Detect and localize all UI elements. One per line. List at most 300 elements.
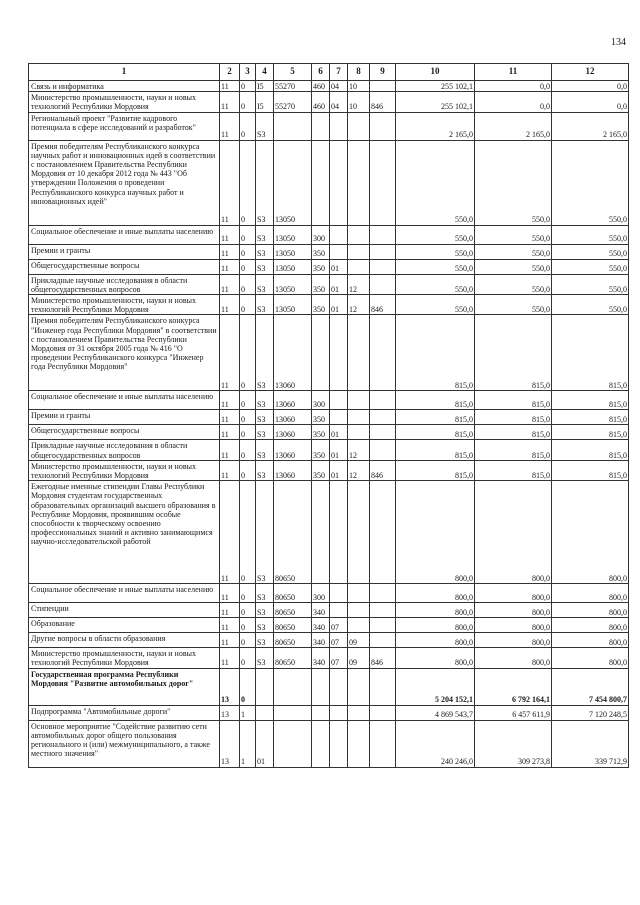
table-row — [29, 440, 629, 460]
table-header-row — [29, 64, 629, 81]
table-row — [29, 603, 629, 618]
direction-cell: S3 — [256, 315, 274, 391]
direction-cell: S3 — [256, 244, 274, 259]
expense-code-cell — [274, 720, 312, 767]
row-name-cell: Премия победителям Республиканского конкурса научных работ и инновационных идей в соответствии с постановлением Правительства Республики Мордовия от 10 декабря 2012 года № 443 "Об утверждении Положения о проведении Республиканского конкурса научных работ и инновационных идей" — [29, 140, 220, 225]
subprogram-cell: 0 — [240, 244, 256, 259]
ministry-code-cell — [370, 315, 396, 391]
direction-cell: S3 — [256, 274, 274, 294]
program-cell: 13 — [220, 720, 240, 767]
subsection-cell — [348, 391, 370, 410]
program-cell: 11 — [220, 140, 240, 225]
value-year1-cell: 815,0 — [396, 460, 475, 480]
subprogram-cell: 0 — [240, 668, 256, 705]
ministry-code-cell — [370, 259, 396, 274]
ministry-code-cell — [370, 584, 396, 603]
direction-cell — [256, 668, 274, 705]
subsection-cell — [348, 705, 370, 720]
row-name-cell: Социальное обеспечение и иные выплаты населению — [29, 391, 220, 410]
expense-type-cell — [312, 481, 330, 584]
subprogram-cell: 0 — [240, 410, 256, 425]
expense-type-cell: 350 — [312, 460, 330, 480]
table-row — [29, 112, 629, 140]
ministry-code-cell — [370, 81, 396, 92]
subprogram-cell: 0 — [240, 295, 256, 315]
table-row — [29, 481, 629, 584]
expense-code-cell: 55270 — [274, 92, 312, 112]
expense-type-cell: 350 — [312, 425, 330, 440]
row-name-cell: Социальное обеспечение и иные выплаты населению — [29, 225, 220, 244]
program-cell: 11 — [220, 274, 240, 294]
direction-cell: S3 — [256, 584, 274, 603]
header-cell: 1 — [29, 64, 220, 81]
value-year2-cell: 800,0 — [475, 481, 552, 584]
program-cell: 13 — [220, 668, 240, 705]
subprogram-cell: 0 — [240, 274, 256, 294]
section-cell: 01 — [330, 274, 348, 294]
expense-code-cell: 80650 — [274, 648, 312, 668]
program-cell: 11 — [220, 633, 240, 648]
page-number: 134 — [611, 37, 626, 48]
section-cell — [330, 140, 348, 225]
expense-code-cell: 13050 — [274, 295, 312, 315]
value-year2-cell: 550,0 — [475, 244, 552, 259]
direction-cell: I5 — [256, 92, 274, 112]
program-cell: 13 — [220, 705, 240, 720]
value-year1-cell: 800,0 — [396, 648, 475, 668]
header-cell: 10 — [396, 64, 475, 81]
expense-code-cell: 80650 — [274, 481, 312, 584]
expense-code-cell: 13060 — [274, 391, 312, 410]
value-year1-cell: 550,0 — [396, 259, 475, 274]
section-cell: 01 — [330, 460, 348, 480]
value-year3-cell: 815,0 — [552, 391, 629, 410]
value-year1-cell: 5 204 152,1 — [396, 668, 475, 705]
expense-type-cell: 350 — [312, 410, 330, 425]
expense-type-cell: 350 — [312, 274, 330, 294]
row-name-cell: Другие вопросы в области образования — [29, 633, 220, 648]
expense-code-cell: 13050 — [274, 259, 312, 274]
subprogram-cell: 0 — [240, 259, 256, 274]
expense-type-cell — [312, 112, 330, 140]
table-row — [29, 720, 629, 767]
value-year3-cell: 800,0 — [552, 618, 629, 633]
ministry-code-cell — [370, 274, 396, 294]
row-name-cell: Общегосударственные вопросы — [29, 259, 220, 274]
expense-type-cell: 350 — [312, 440, 330, 460]
section-cell — [330, 112, 348, 140]
ministry-code-cell: 846 — [370, 648, 396, 668]
subsection-cell — [348, 244, 370, 259]
subprogram-cell: 0 — [240, 481, 256, 584]
ministry-code-cell — [370, 225, 396, 244]
direction-cell: S3 — [256, 440, 274, 460]
value-year3-cell: 800,0 — [552, 633, 629, 648]
expense-code-cell: 13050 — [274, 274, 312, 294]
value-year2-cell: 309 273,8 — [475, 720, 552, 767]
value-year2-cell: 815,0 — [475, 410, 552, 425]
ministry-code-cell — [370, 112, 396, 140]
table-row — [29, 81, 629, 92]
budget-table — [28, 63, 629, 768]
value-year1-cell: 815,0 — [396, 425, 475, 440]
program-cell: 11 — [220, 425, 240, 440]
direction-cell: S3 — [256, 603, 274, 618]
value-year2-cell: 800,0 — [475, 633, 552, 648]
table-row — [29, 225, 629, 244]
subprogram-cell: 0 — [240, 140, 256, 225]
expense-code-cell: 13060 — [274, 460, 312, 480]
direction-cell: S3 — [256, 259, 274, 274]
table-row — [29, 425, 629, 440]
expense-type-cell — [312, 668, 330, 705]
value-year3-cell: 550,0 — [552, 274, 629, 294]
section-cell: 01 — [330, 425, 348, 440]
header-cell: 3 — [240, 64, 256, 81]
section-cell: 01 — [330, 295, 348, 315]
section-cell: 04 — [330, 92, 348, 112]
direction-cell: S3 — [256, 225, 274, 244]
expense-type-cell: 340 — [312, 618, 330, 633]
subsection-cell — [348, 225, 370, 244]
expense-type-cell — [312, 705, 330, 720]
expense-type-cell: 350 — [312, 244, 330, 259]
expense-type-cell: 460 — [312, 92, 330, 112]
value-year1-cell: 4 869 543,7 — [396, 705, 475, 720]
subsection-cell — [348, 259, 370, 274]
row-name-cell: Социальное обеспечение и иные выплаты населению — [29, 584, 220, 603]
program-cell: 11 — [220, 648, 240, 668]
expense-code-cell: 13050 — [274, 244, 312, 259]
row-name-cell: Министерство промышленности, науки и новых технологий Республики Мордовия — [29, 648, 220, 668]
ministry-code-cell: 846 — [370, 295, 396, 315]
subprogram-cell: 0 — [240, 584, 256, 603]
program-cell: 11 — [220, 225, 240, 244]
ministry-code-cell — [370, 720, 396, 767]
ministry-code-cell — [370, 140, 396, 225]
subsection-cell — [348, 315, 370, 391]
table-row — [29, 633, 629, 648]
direction-cell: 01 — [256, 720, 274, 767]
subsection-cell: 12 — [348, 460, 370, 480]
value-year3-cell: 800,0 — [552, 481, 629, 584]
expense-code-cell: 13060 — [274, 425, 312, 440]
value-year1-cell: 255 102,1 — [396, 92, 475, 112]
table-row — [29, 295, 629, 315]
table-row — [29, 274, 629, 294]
subprogram-cell: 0 — [240, 648, 256, 668]
program-cell: 11 — [220, 259, 240, 274]
section-cell: 04 — [330, 81, 348, 92]
ministry-code-cell — [370, 618, 396, 633]
ministry-code-cell — [370, 603, 396, 618]
direction-cell: S3 — [256, 633, 274, 648]
ministry-code-cell: 846 — [370, 92, 396, 112]
row-name-cell: Подпрограмма "Автомобильные дороги" — [29, 705, 220, 720]
direction-cell: S3 — [256, 481, 274, 584]
value-year2-cell: 550,0 — [475, 259, 552, 274]
expense-code-cell: 80650 — [274, 603, 312, 618]
row-name-cell: Государственная программа Республики Мордовия "Развитие автомобильных дорог" — [29, 668, 220, 705]
value-year1-cell: 800,0 — [396, 584, 475, 603]
value-year3-cell: 550,0 — [552, 225, 629, 244]
subprogram-cell: 1 — [240, 705, 256, 720]
section-cell — [330, 584, 348, 603]
expense-type-cell: 340 — [312, 603, 330, 618]
value-year2-cell: 800,0 — [475, 603, 552, 618]
section-cell — [330, 391, 348, 410]
subprogram-cell: 0 — [240, 618, 256, 633]
program-cell: 11 — [220, 440, 240, 460]
value-year3-cell: 0,0 — [552, 92, 629, 112]
value-year3-cell: 0,0 — [552, 81, 629, 92]
value-year1-cell: 550,0 — [396, 140, 475, 225]
value-year1-cell: 815,0 — [396, 410, 475, 425]
value-year3-cell: 550,0 — [552, 259, 629, 274]
expense-type-cell — [312, 140, 330, 225]
ministry-code-cell — [370, 410, 396, 425]
section-cell — [330, 410, 348, 425]
table-row — [29, 648, 629, 668]
section-cell — [330, 315, 348, 391]
value-year2-cell: 550,0 — [475, 295, 552, 315]
program-cell: 11 — [220, 481, 240, 584]
direction-cell: S3 — [256, 391, 274, 410]
table-row — [29, 259, 629, 274]
subsection-cell — [348, 425, 370, 440]
expense-code-cell — [274, 668, 312, 705]
direction-cell — [256, 705, 274, 720]
row-name-cell: Министерство промышленности, науки и новых технологий Республики Мордовия — [29, 460, 220, 480]
expense-code-cell: 80650 — [274, 584, 312, 603]
value-year3-cell: 815,0 — [552, 410, 629, 425]
direction-cell: S3 — [256, 295, 274, 315]
subsection-cell: 09 — [348, 633, 370, 648]
subsection-cell — [348, 112, 370, 140]
subsection-cell — [348, 481, 370, 584]
expense-type-cell: 300 — [312, 225, 330, 244]
expense-code-cell: 13060 — [274, 440, 312, 460]
value-year3-cell: 339 712,9 — [552, 720, 629, 767]
section-cell — [330, 668, 348, 705]
header-cell: 4 — [256, 64, 274, 81]
table-row — [29, 244, 629, 259]
ministry-code-cell — [370, 668, 396, 705]
expense-type-cell: 340 — [312, 648, 330, 668]
ministry-code-cell: 846 — [370, 460, 396, 480]
value-year2-cell: 6 792 164,1 — [475, 668, 552, 705]
section-cell — [330, 720, 348, 767]
value-year1-cell: 800,0 — [396, 633, 475, 648]
table-row — [29, 668, 629, 705]
header-cell: 5 — [274, 64, 312, 81]
table-row — [29, 140, 629, 225]
subprogram-cell: 0 — [240, 460, 256, 480]
value-year3-cell: 815,0 — [552, 440, 629, 460]
value-year1-cell: 255 102,1 — [396, 81, 475, 92]
subprogram-cell: 0 — [240, 315, 256, 391]
subsection-cell — [348, 584, 370, 603]
subprogram-cell: 0 — [240, 112, 256, 140]
expense-type-cell: 300 — [312, 391, 330, 410]
expense-code-cell: 80650 — [274, 618, 312, 633]
value-year2-cell: 815,0 — [475, 425, 552, 440]
section-cell: 07 — [330, 648, 348, 668]
table-row — [29, 391, 629, 410]
value-year1-cell: 550,0 — [396, 274, 475, 294]
value-year2-cell: 0,0 — [475, 92, 552, 112]
program-cell: 11 — [220, 315, 240, 391]
value-year2-cell: 815,0 — [475, 315, 552, 391]
row-name-cell: Премии и гранты — [29, 244, 220, 259]
direction-cell: S3 — [256, 648, 274, 668]
program-cell: 11 — [220, 584, 240, 603]
expense-type-cell — [312, 720, 330, 767]
value-year2-cell: 800,0 — [475, 618, 552, 633]
direction-cell: S3 — [256, 410, 274, 425]
section-cell — [330, 481, 348, 584]
subsection-cell — [348, 140, 370, 225]
program-cell: 11 — [220, 92, 240, 112]
subprogram-cell: 0 — [240, 440, 256, 460]
subprogram-cell: 0 — [240, 425, 256, 440]
value-year3-cell: 7 120 248,5 — [552, 705, 629, 720]
subsection-cell — [348, 668, 370, 705]
value-year3-cell: 800,0 — [552, 584, 629, 603]
program-cell: 11 — [220, 618, 240, 633]
table-row — [29, 92, 629, 112]
row-name-cell: Министерство промышленности, науки и новых технологий Республики Мордовия — [29, 295, 220, 315]
row-name-cell: Общегосударственные вопросы — [29, 425, 220, 440]
row-name-cell: Связь и информатика — [29, 81, 220, 92]
subprogram-cell: 0 — [240, 225, 256, 244]
value-year1-cell: 240 246,0 — [396, 720, 475, 767]
ministry-code-cell — [370, 440, 396, 460]
value-year1-cell: 550,0 — [396, 225, 475, 244]
header-cell: 7 — [330, 64, 348, 81]
expense-code-cell: 13060 — [274, 315, 312, 391]
row-name-cell: Премия победителям Республиканского конкурса "Инженер года Республики Мордовия" в соответствии с постановлением Правительства Республики Мордовия от 31 октября 2005 года № 416 "О проведении Республиканского конкурса "Инженер года Республики Мордовия" — [29, 315, 220, 391]
direction-cell: S3 — [256, 618, 274, 633]
value-year2-cell: 815,0 — [475, 460, 552, 480]
subsection-cell: 10 — [348, 81, 370, 92]
row-name-cell: Образование — [29, 618, 220, 633]
subsection-cell: 12 — [348, 440, 370, 460]
ministry-code-cell — [370, 425, 396, 440]
direction-cell: S3 — [256, 140, 274, 225]
section-cell — [330, 225, 348, 244]
expense-code-cell: 13050 — [274, 225, 312, 244]
subprogram-cell: 0 — [240, 391, 256, 410]
section-cell: 07 — [330, 633, 348, 648]
value-year1-cell: 800,0 — [396, 618, 475, 633]
value-year2-cell: 800,0 — [475, 648, 552, 668]
value-year3-cell: 815,0 — [552, 425, 629, 440]
value-year3-cell: 815,0 — [552, 315, 629, 391]
direction-cell: S3 — [256, 112, 274, 140]
value-year1-cell: 2 165,0 — [396, 112, 475, 140]
program-cell: 11 — [220, 391, 240, 410]
ministry-code-cell — [370, 633, 396, 648]
value-year3-cell: 550,0 — [552, 140, 629, 225]
subsection-cell: 12 — [348, 274, 370, 294]
program-cell: 11 — [220, 410, 240, 425]
row-name-cell: Прикладные научные исследования в области общегосударственных вопросов — [29, 440, 220, 460]
program-cell: 11 — [220, 295, 240, 315]
section-cell — [330, 705, 348, 720]
header-cell: 2 — [220, 64, 240, 81]
row-name-cell: Премии и гранты — [29, 410, 220, 425]
section-cell: 01 — [330, 440, 348, 460]
section-cell: 01 — [330, 259, 348, 274]
expense-code-cell: 80650 — [274, 633, 312, 648]
subsection-cell: 09 — [348, 648, 370, 668]
value-year2-cell: 815,0 — [475, 391, 552, 410]
table-row — [29, 705, 629, 720]
value-year2-cell: 6 457 611,9 — [475, 705, 552, 720]
row-name-cell: Ежегодные именные стипендии Главы Республики Мордовия студентам государственных образовательных организаций высшего образования в Республике Мордовия, проявившим особые способности к творческому освоению профессиональных знаний и активно занимающимся научно-исследовательской работой — [29, 481, 220, 584]
expense-code-cell: 55270 — [274, 81, 312, 92]
section-cell — [330, 244, 348, 259]
header-cell: 12 — [552, 64, 629, 81]
section-cell — [330, 603, 348, 618]
table-row — [29, 618, 629, 633]
value-year3-cell: 550,0 — [552, 295, 629, 315]
value-year3-cell: 815,0 — [552, 460, 629, 480]
value-year3-cell: 800,0 — [552, 648, 629, 668]
direction-cell: S3 — [256, 425, 274, 440]
value-year1-cell: 800,0 — [396, 603, 475, 618]
value-year1-cell: 550,0 — [396, 244, 475, 259]
subprogram-cell: 0 — [240, 92, 256, 112]
value-year2-cell: 800,0 — [475, 584, 552, 603]
subsection-cell — [348, 410, 370, 425]
subsection-cell — [348, 618, 370, 633]
program-cell: 11 — [220, 603, 240, 618]
header-cell: 8 — [348, 64, 370, 81]
value-year2-cell: 2 165,0 — [475, 112, 552, 140]
expense-type-cell — [312, 315, 330, 391]
program-cell: 11 — [220, 244, 240, 259]
value-year2-cell: 550,0 — [475, 225, 552, 244]
subprogram-cell: 1 — [240, 720, 256, 767]
table-row — [29, 315, 629, 391]
expense-type-cell: 350 — [312, 295, 330, 315]
direction-cell: S3 — [256, 460, 274, 480]
value-year2-cell: 815,0 — [475, 440, 552, 460]
value-year2-cell: 0,0 — [475, 81, 552, 92]
value-year1-cell: 815,0 — [396, 440, 475, 460]
row-name-cell: Министерство промышленности, науки и новых технологий Республики Мордовия — [29, 92, 220, 112]
value-year3-cell: 800,0 — [552, 603, 629, 618]
value-year1-cell: 815,0 — [396, 315, 475, 391]
value-year1-cell: 550,0 — [396, 295, 475, 315]
program-cell: 11 — [220, 460, 240, 480]
table-row — [29, 460, 629, 480]
expense-code-cell: 13060 — [274, 410, 312, 425]
row-name-cell: Прикладные научные исследования в области общегосударственных вопросов — [29, 274, 220, 294]
header-cell: 9 — [370, 64, 396, 81]
value-year3-cell: 7 454 800,7 — [552, 668, 629, 705]
expense-type-cell: 300 — [312, 584, 330, 603]
value-year3-cell: 2 165,0 — [552, 112, 629, 140]
expense-code-cell: 13050 — [274, 140, 312, 225]
expense-code-cell — [274, 112, 312, 140]
subprogram-cell: 0 — [240, 603, 256, 618]
subprogram-cell: 0 — [240, 81, 256, 92]
subsection-cell: 12 — [348, 295, 370, 315]
row-name-cell: Стипендии — [29, 603, 220, 618]
